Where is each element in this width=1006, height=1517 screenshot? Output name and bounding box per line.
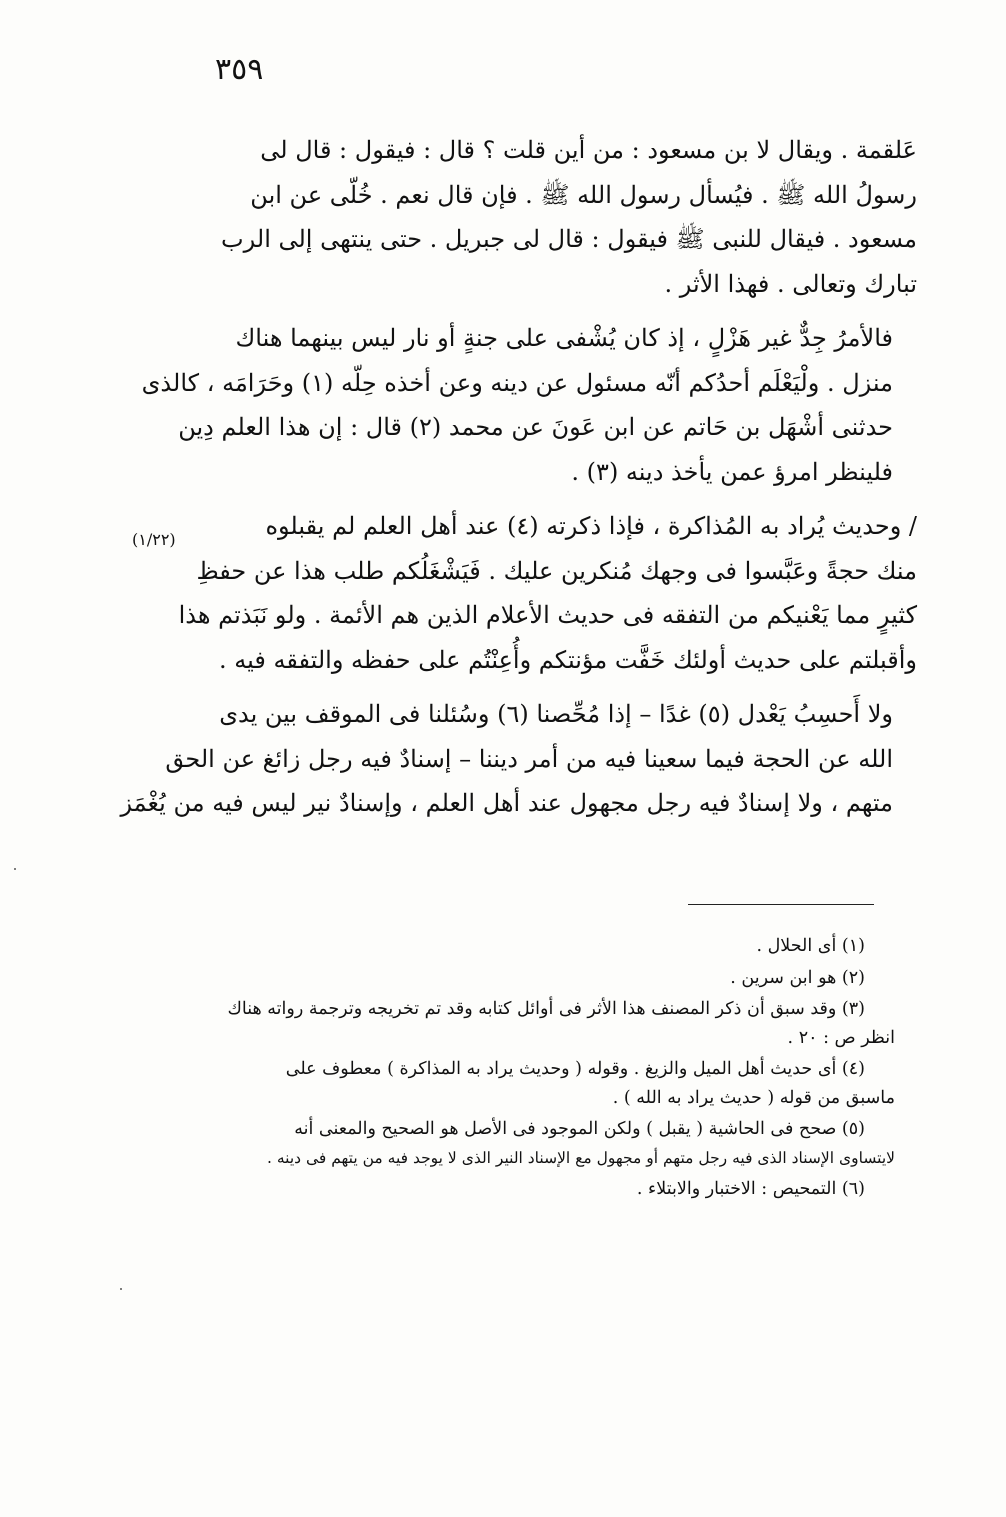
text-line: فالأمرُ جِدٌّ غير هَزْلٍ ، إذ كان يُشْفى على جنةٍ أو نار ليس بينهما هناك — [235, 324, 893, 352]
text-line: حدثنى أشْهَل بن حَاتم عن ابن عَونَ عن محمد (٢) قال : إن هذا العلم دِين — [178, 413, 893, 441]
footnote-line: (٣) وقد سبق أن ذكر المصنف هذا الأثر فى أوائل كتابه وقد تم تخريجه وترجمة رواته هناك — [227, 999, 865, 1019]
scan-speck — [120, 1288, 122, 1290]
paragraph-4 — [120, 692, 917, 826]
footnotes — [175, 932, 895, 1207]
footnote-line: (١) أى الحلال . — [756, 936, 865, 956]
text-line: متهم ، ولا إسنادٌ فيه رجل مجهول عند أهل العلم ، وإسنادٌ نير ليس فيه من يُغْمَز — [120, 789, 893, 817]
footnote-separator — [688, 904, 874, 905]
footnote-line: لايتساوى الإسناد الذى فيه رجل متهم أو مجهول مع الإسناد النير الذى لا يوجد فيه من يتهم فى دينه . — [266, 1148, 895, 1167]
paragraph-2 — [141, 316, 917, 494]
text-line: رسولُ الله ﷺ . فيُسأل رسول الله ﷺ . فإن قال نعم . خُلّى عن ابن — [250, 180, 917, 209]
margin-note: (١/٢٢) — [132, 530, 176, 549]
text-line: مسعود . فيقال للنبى ﷺ فيقول : قال لى جبريل . حتى ينتهى إلى الرب — [221, 225, 917, 253]
footnote-3 — [175, 995, 895, 1052]
footnote-1 — [175, 932, 895, 961]
footnote-line: (٦) التمحيص : الاختبار والابتلاء . — [636, 1179, 865, 1199]
text-line: عَلقمة . ويقال لا بن مسعود : من أين قلت ؟ قال : فيقول : قال لى — [260, 136, 917, 164]
footnote-6 — [175, 1175, 895, 1204]
paragraph-1 — [185, 128, 917, 306]
text-line: الله عن الحجة فيما سعينا فيه من أمر ديننا – إسنادٌ فيه رجل زائغ عن الحق — [165, 744, 893, 773]
footnote-line: (٢) هو ابن سرين . — [730, 967, 865, 988]
footnote-line: انظر ص : ٢٠ . — [787, 1027, 895, 1048]
text-line: وأقبلتم على حديث أولئك خَفَّت مؤنتكم وأُعِنْتُم على حفظه والتفقه فيه . — [219, 645, 917, 674]
text-line: منزل . ولْيَعْلَم أحدُكم أنّه مسئول عن دينه وعن أخذه حِلّه (١) وحَرَامَه ، كالذى — [141, 368, 893, 397]
footnote-4 — [175, 1055, 895, 1112]
footnote-line: ماسبق من قوله ( حديث يراد به الله ) . — [612, 1087, 895, 1108]
text-line: تبارك وتعالى . فهذا الأثر . — [664, 269, 917, 298]
text-line: كثيرٍ مما يَعْنيكم من التفقه فى حديث الأعلام الذين هم الأئمة . ولو نَبَذتم هذا — [178, 601, 917, 629]
page-number: ٣٥٩ — [215, 52, 264, 87]
footnote-line: (٤) أى حديث أهل الميل والزيغ . وقوله ( وحديث يراد به المذاكرة ) معطوف على — [285, 1059, 865, 1079]
text-line: / وحديث يُراد به المُذاكرة ، فإذا ذكرته (٤) عند أهل العلم لم يقبلوه — [265, 512, 917, 540]
footnote-line: (٥) صحح فى الحاشية ( يقبل ) ولكن الموجود فى الأصل هو الصحيح والمعنى أنه — [294, 1119, 865, 1139]
footnote-5 — [175, 1115, 895, 1172]
paragraph-3 — [178, 504, 917, 682]
scan-speck — [14, 868, 16, 870]
text-line: منك حجةً وعَبَّسوا فى وجهك مُنكرين عليك . فَيَشْغَلُكم طلب هذا عن حفظِ — [196, 556, 917, 585]
text-line: فلينظر امرؤ عمن يأخذ دينه (٣) . — [571, 457, 893, 486]
text-line: ولا أَحسِبُ يَعْدل (٥) غدًا – إذا مُحِّصنا (٦) وسُئلنا فى الموقف بين يدى — [219, 700, 893, 728]
footnote-2 — [175, 964, 895, 993]
